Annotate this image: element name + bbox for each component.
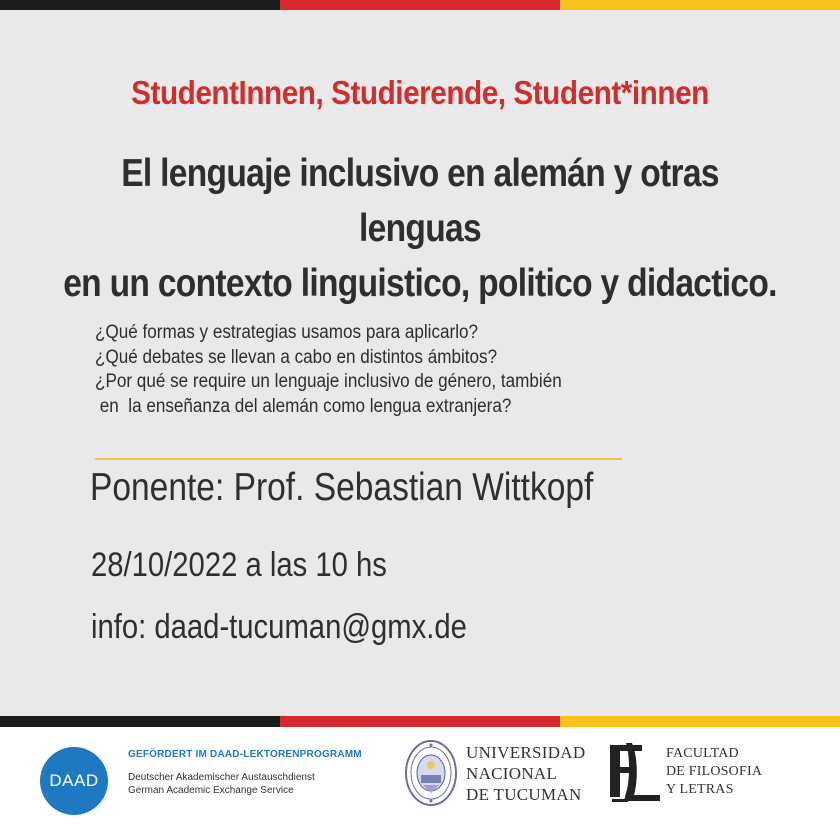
gold-divider xyxy=(95,458,622,460)
question-list xyxy=(95,321,635,419)
speaker-line: Ponente: Prof. Sebastian Wittkopf xyxy=(90,466,594,509)
event-date: 28/10/2022 a las 10 hs xyxy=(91,546,387,584)
ffyl-name-line: DE FILOSOFIA xyxy=(666,764,763,779)
title-line-1: El lenguaje inclusivo en alemán y otras lenguas xyxy=(121,152,719,250)
unt-name-line: DE TUCUMAN xyxy=(466,785,582,804)
ffyl-logo-icon xyxy=(606,741,664,803)
poster-subtitle: StudentInnen, Studierende, Student*innen xyxy=(131,74,709,111)
ffyl-name xyxy=(666,745,762,799)
daad-name-german: Deutscher Akademischer Austauschdienst xyxy=(128,772,315,783)
contact-email[interactable]: info: daad-tucuman@gmx.de xyxy=(91,608,467,646)
question-item: en la enseñanza del alemán como lengua extranjera? xyxy=(95,395,512,417)
question-item: ¿Qué debates se llevan a cabo en distintos ámbitos? xyxy=(95,346,498,368)
daad-description xyxy=(128,748,362,797)
flag-black-stripe xyxy=(0,0,280,10)
sponsor-footer xyxy=(0,727,840,840)
flag-red-stripe xyxy=(280,0,560,10)
question-item: ¿Por qué se require un lenguaje inclusivo de género, también xyxy=(95,371,562,392)
german-flag-bar-top xyxy=(0,0,840,10)
ffyl-name-line: Y LETRAS xyxy=(666,782,734,797)
german-flag-bar-bottom xyxy=(0,716,840,727)
question-item: ¿Qué formas y estrategias usamos para aplicarlo? xyxy=(95,322,479,343)
flag-black-stripe xyxy=(0,716,280,727)
flag-gold-stripe xyxy=(560,716,840,727)
flag-red-stripe xyxy=(280,716,560,727)
unt-name-line: UNIVERSIDAD xyxy=(466,743,586,762)
flag-gold-stripe xyxy=(560,0,840,10)
daad-name-english: German Academic Exchange Service xyxy=(128,785,294,796)
ffyl-name-line: FACULTAD xyxy=(666,746,739,761)
poster-title xyxy=(59,146,781,311)
unt-seal-icon xyxy=(405,739,457,807)
daad-program-label: GEFÖRDERT IM DAAD-LEKTORENPROGRAMM xyxy=(128,749,362,760)
daad-logo xyxy=(40,747,108,815)
daad-logo-text: DAAD xyxy=(49,771,99,790)
title-line-2: en un contexto linguistico, politico y didactico. xyxy=(63,262,777,305)
unt-name xyxy=(466,742,585,805)
unt-name-line: NACIONAL xyxy=(466,764,558,783)
